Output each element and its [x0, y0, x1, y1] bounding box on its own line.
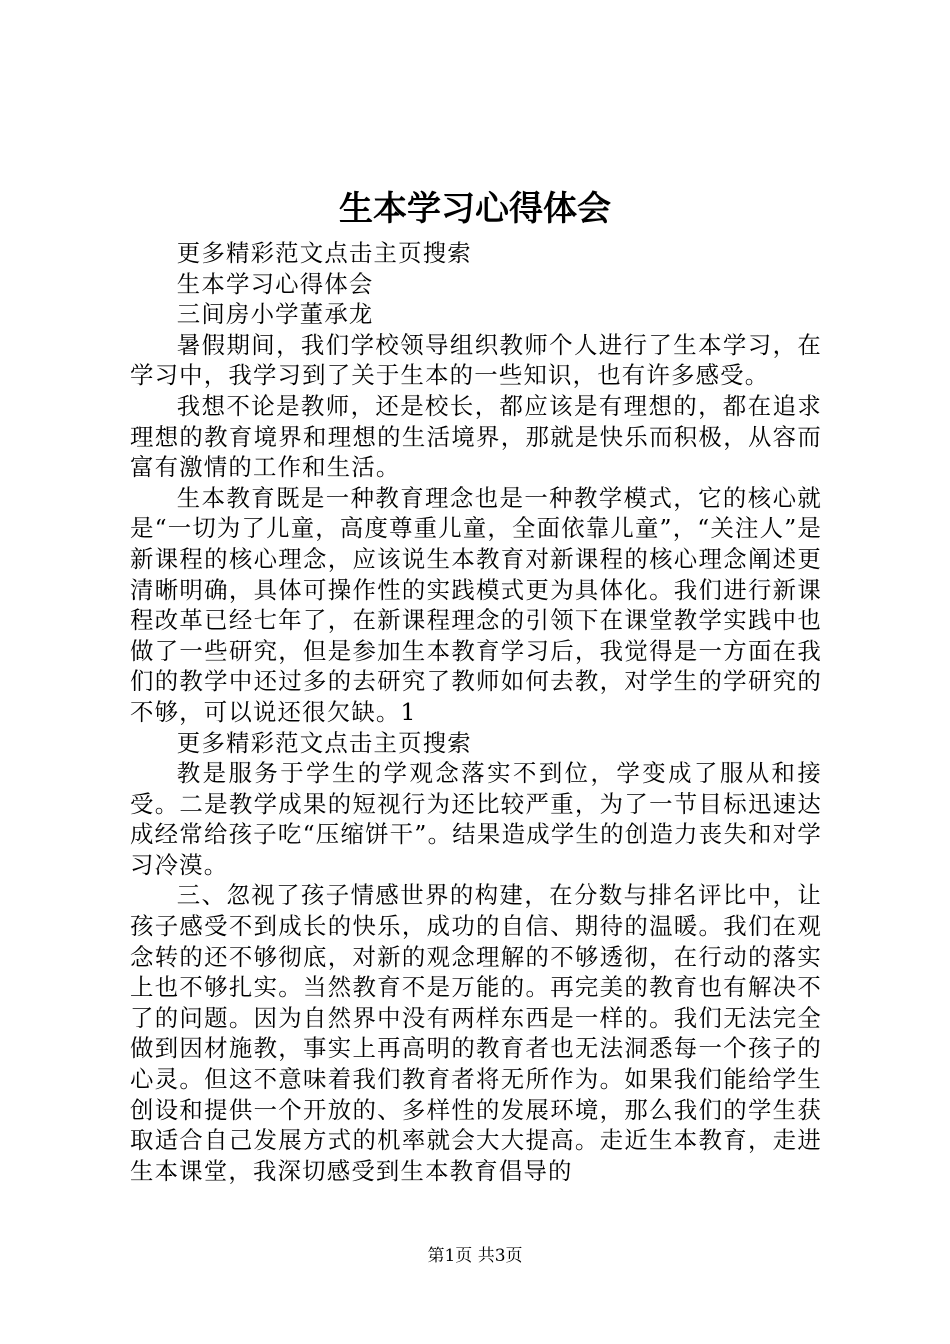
paragraph: 三、忽视了孩子情感世界的构建，在分数与排名评比中，让孩子感受不到成长的快乐，成功的自信、期待的温暖。我们在观念转的还不够彻底，对新的观念理解的不够透彻，在行动的落实上也不够扎实。当然教育不是万能的。再完美的教育也有解决不了的问题。因为自然界中没有两样东西是一样的。我们无法完全做到因材施教，事实上再高明的教育者也无法洞悉每一个孩子的心灵。但这不意味着我们教育者将无所作为。如果我们能给学生创设和提供一个开放的、多样性的发展环境，那么我们的学生获取适合自己发展方式的机率就会大大提高。走近生本教育，走进生本课堂，我深切感受到生本教育倡导的 [130, 881, 822, 1185]
paragraph: 更多精彩范文点击主页搜索 [176, 239, 472, 267]
paragraph: 我想不论是教师，还是校长，都应该是有理想的，都在追求理想的教育境界和理想的生活境界，那就是快乐而积极，从容而富有激情的工作和生活。 [130, 391, 822, 482]
paragraph: 三间房小学董承龙 [176, 300, 374, 329]
document-body [130, 238, 822, 1186]
paragraph: 更多精彩范文点击主页搜索 [176, 728, 472, 757]
paragraph: 生本学习心得体会 [176, 269, 374, 298]
document-title: 生本学习心得体会 [339, 189, 611, 229]
paragraph: 暑假期间，我们学校领导组织教师个人进行了生本学习，在学习中，我学习到了关于生本的一些知识，也有许多感受。 [130, 330, 822, 390]
paragraph: 生本教育既是一种教育理念也是一种教学模式，它的核心就是“一切为了儿童，高度尊重儿童，全面依靠儿童”，“关注人”是新课程的核心理念，应该说生本教育对新课程的核心理念阐述更清晰明确，具体可操作性的实践模式更为具体化。我们进行新课程改革已经七年了，在新课程理念的引领下在课堂教学实践中也做了一些研究，但是参加生本教育学习后，我觉得是一方面在我们的教学中还过多的去研究了教师如何去教，对学生的学研究的不够，可以说还很欠缺。1 [130, 483, 822, 726]
page-number-footer: 第1页 共3页 [427, 1246, 523, 1266]
paragraph: 教是服务于学生的学观念落实不到位，学变成了服从和接受。二是教学成果的短视行为还比较严重，为了一节目标迅速达成经常给孩子吃“压缩饼干”。结果造成学生的创造力丧失和对学习冷漠。 [130, 759, 822, 879]
